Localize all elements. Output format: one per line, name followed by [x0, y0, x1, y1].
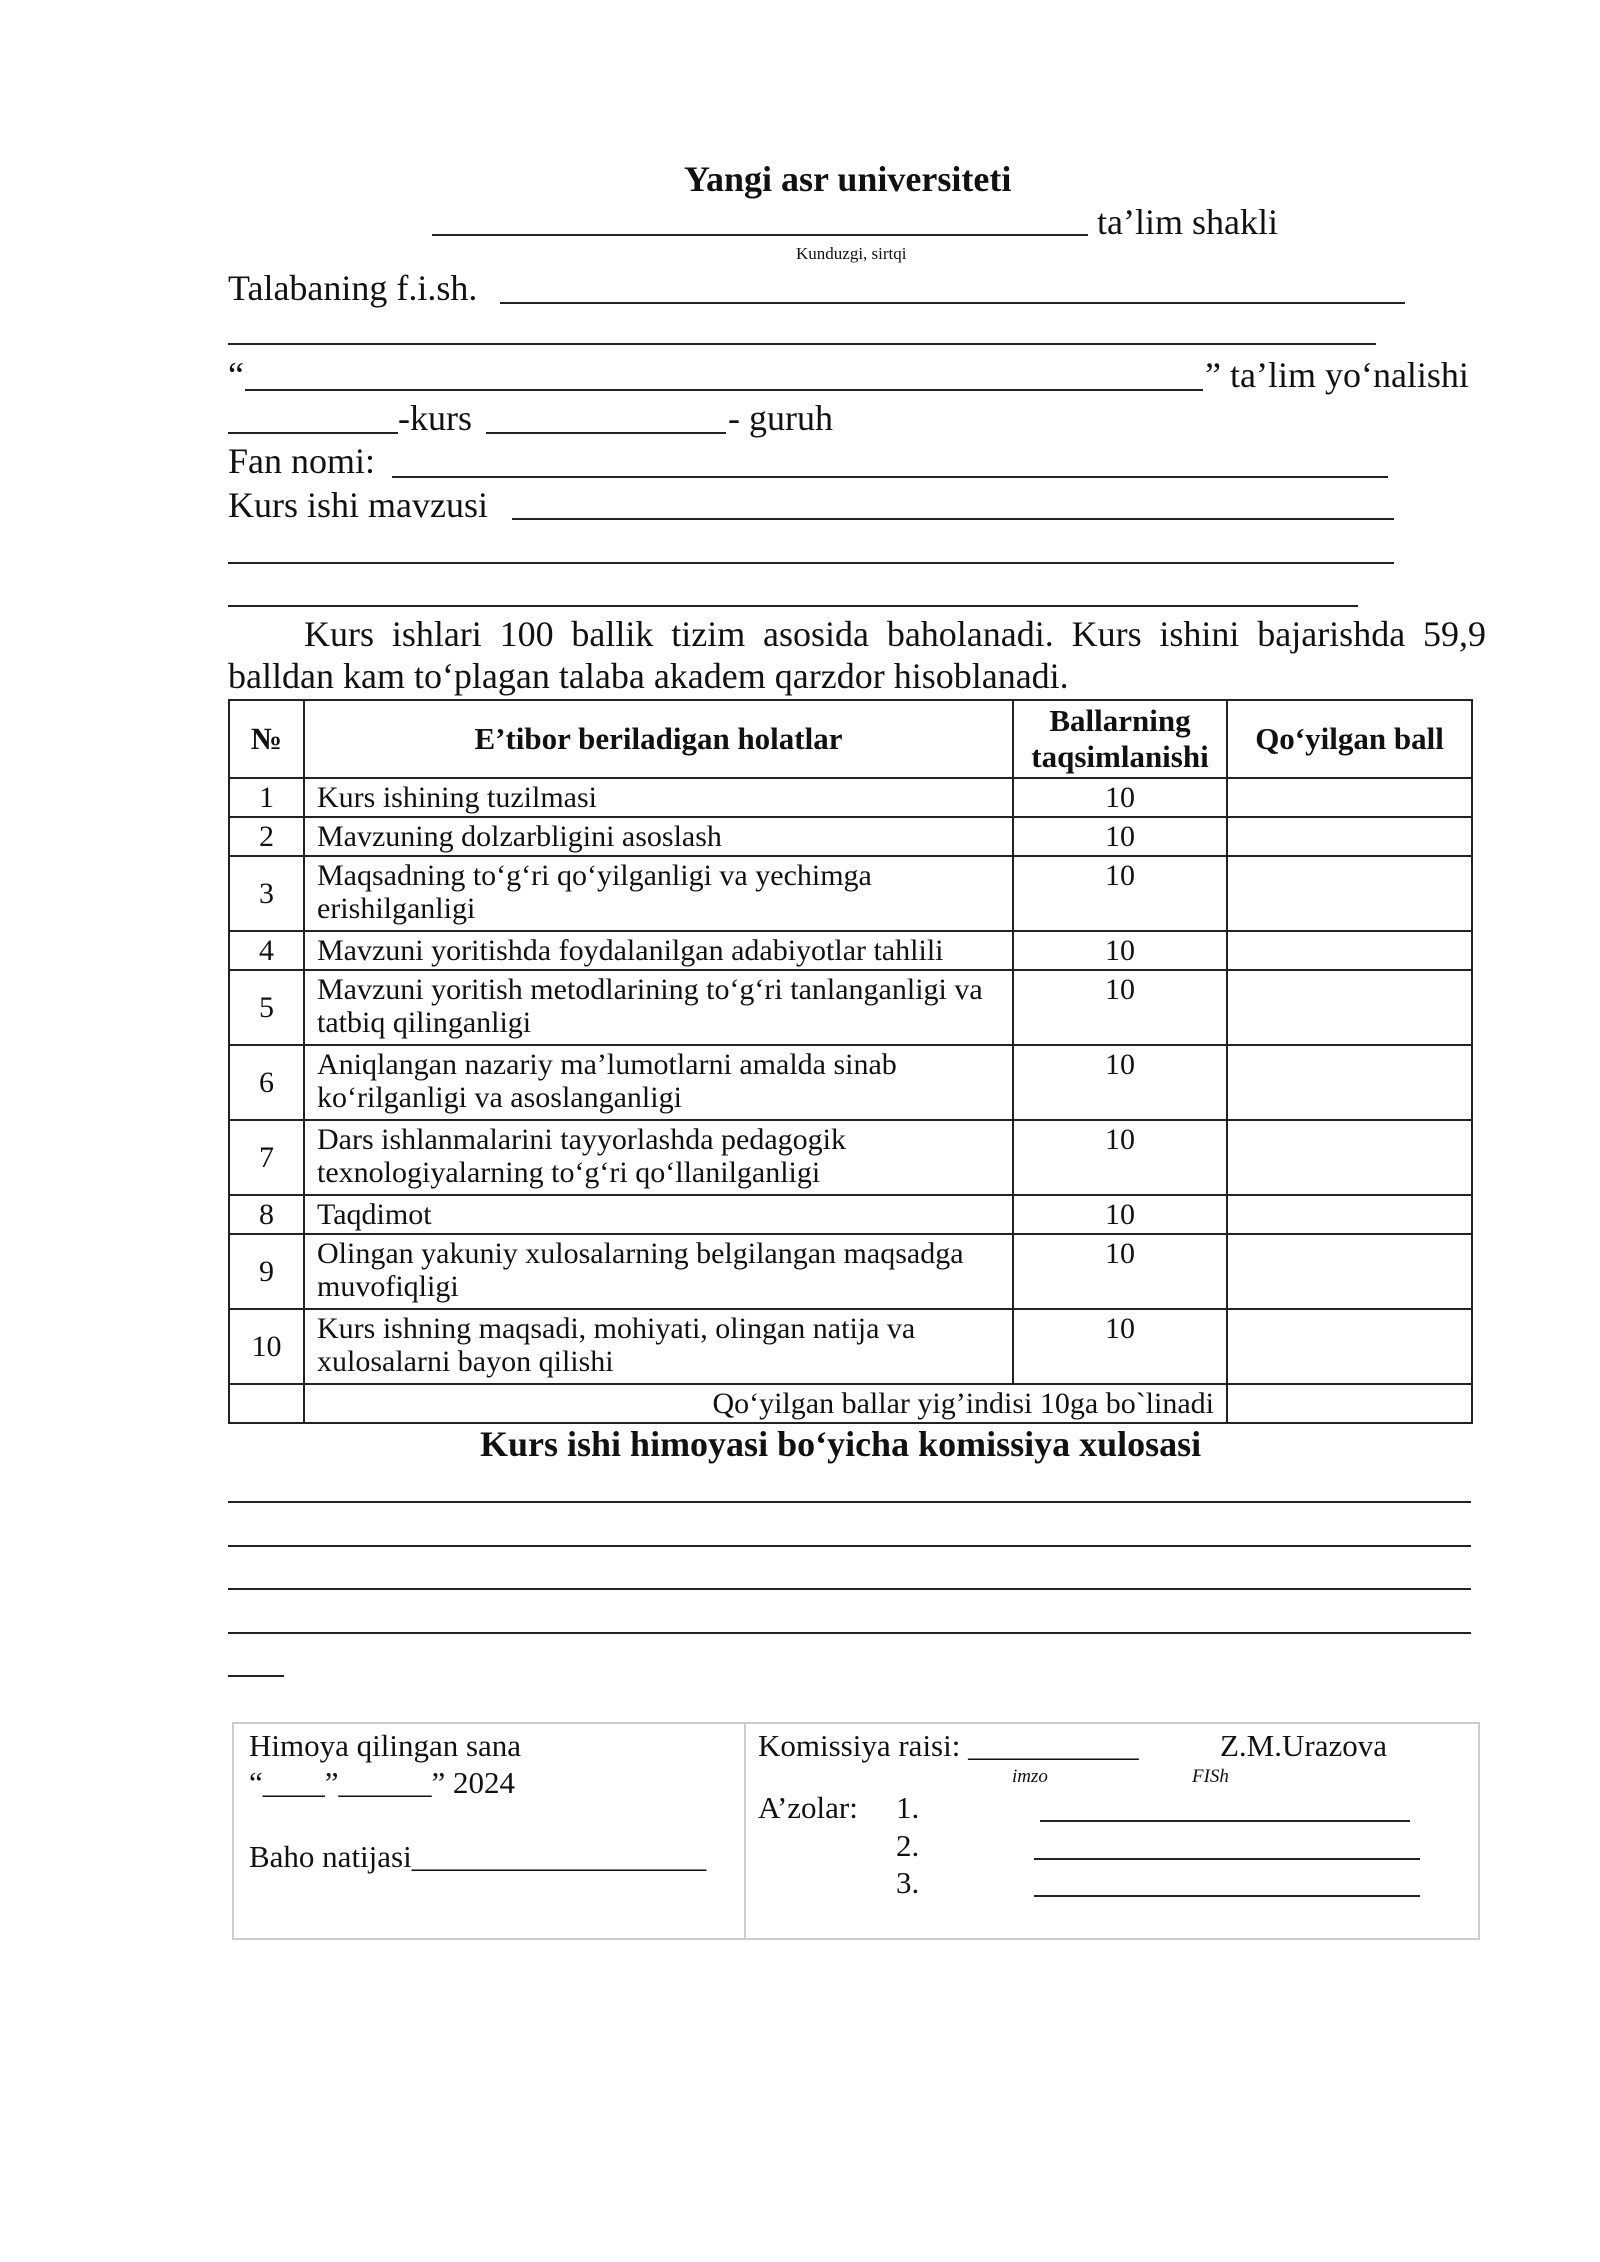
table-row [229, 1045, 1472, 1120]
row-number: 6 [229, 1045, 304, 1120]
row-number: 7 [229, 1120, 304, 1195]
header-number: № [229, 700, 304, 778]
row-score-cell[interactable] [1227, 817, 1472, 856]
topic-blank-2[interactable] [228, 562, 1394, 564]
subject-label: Fan nomi: [228, 441, 376, 481]
row-criterion: Aniqlangan nazariy ma’lumotlarni amalda sinab ko‘rilganligi va asoslanganligi [304, 1045, 1013, 1120]
topic-blank-3[interactable] [228, 605, 1358, 607]
table-row [229, 1234, 1472, 1309]
name-hint: FISh [1192, 1766, 1229, 1787]
chair-name: Z.M.Urazova [1220, 1728, 1387, 1763]
row-score-cell[interactable] [1227, 1195, 1472, 1234]
row-points: 10 [1013, 856, 1227, 931]
group-suffix: - guruh [728, 398, 833, 438]
signature-divider [744, 1724, 746, 1938]
table-summary-row [229, 1384, 1472, 1423]
intro-paragraph: Kurs ishlari 100 ballik tizim asosida baholanadi. Kurs ishini bajarishda 59,9 balldan kam to‘plagan talaba akadem qarzdor hisoblanadi. [228, 614, 1486, 696]
university-title: Yangi asr universiteti [684, 159, 1012, 199]
table-row [229, 1120, 1472, 1195]
student-name-blank[interactable] [500, 302, 1405, 304]
row-number: 2 [229, 817, 304, 856]
defense-date-field[interactable]: “____”______” 2024 [249, 1765, 516, 1800]
row-number: 10 [229, 1309, 304, 1384]
row-criterion: Taqdimot [304, 1195, 1013, 1234]
row-points: 10 [1013, 1234, 1227, 1309]
table-row [229, 778, 1472, 817]
summary-score-cell[interactable] [1227, 1384, 1472, 1423]
header-distribution: Ballarning taqsimlanishi [1013, 700, 1227, 778]
study-form-hint: Kunduzgi, sirtqi [796, 244, 907, 263]
course-suffix: -kurs [398, 398, 472, 438]
grade-field[interactable]: Baho natijasi___________________ [249, 1839, 707, 1874]
header-criteria: E’tibor beriladigan holatlar [304, 700, 1013, 778]
table-header-row [229, 700, 1472, 778]
row-points: 10 [1013, 1195, 1227, 1234]
row-score-cell[interactable] [1227, 856, 1472, 931]
course-blank[interactable] [228, 432, 398, 434]
table-row [229, 970, 1472, 1045]
header-given-score: Qo‘yilgan ball [1227, 700, 1472, 778]
row-score-cell[interactable] [1227, 970, 1472, 1045]
row-score-cell[interactable] [1227, 1045, 1472, 1120]
signature-box [232, 1722, 1480, 1940]
topic-label: Kurs ishi mavzusi [228, 485, 488, 525]
row-score-cell[interactable] [1227, 778, 1472, 817]
direction-suffix: ” ta’lim yo‘nalishi [1205, 355, 1469, 395]
table-row [229, 1309, 1472, 1384]
row-score-cell[interactable] [1227, 1120, 1472, 1195]
criteria-table [228, 699, 1473, 1424]
row-criterion: Olingan yakuniy xulosalarning belgilangan maqsadga muvofiqligi [304, 1234, 1013, 1309]
conclusion-line-3[interactable] [228, 1588, 1471, 1590]
row-criterion: Kurs ishining tuzilmasi [304, 778, 1013, 817]
sign-hint: imzo [1012, 1766, 1048, 1787]
direction-blank[interactable] [245, 389, 1203, 391]
row-criterion: Mavzuni yoritishda foydalanilgan adabiyotlar tahlili [304, 931, 1013, 970]
member-number-1: 1. [896, 1790, 920, 1825]
row-score-cell[interactable] [1227, 931, 1472, 970]
conclusion-line-1[interactable] [228, 1501, 1471, 1503]
member-number-2: 2. [896, 1828, 920, 1863]
row-number: 5 [229, 970, 304, 1045]
row-number: 8 [229, 1195, 304, 1234]
members-label: A’zolar: [758, 1790, 858, 1825]
summary-label: Qo‘yilgan ballar yig’indisi 10ga bo`linadi [304, 1384, 1227, 1423]
summary-empty-cell [229, 1384, 304, 1423]
row-points: 10 [1013, 817, 1227, 856]
table-row [229, 931, 1472, 970]
row-points: 10 [1013, 1120, 1227, 1195]
member-line-3[interactable] [1034, 1895, 1420, 1897]
member-number-3: 3. [896, 1865, 920, 1900]
group-blank[interactable] [486, 432, 726, 434]
row-number: 3 [229, 856, 304, 931]
defense-date-label: Himoya qilingan sana [249, 1728, 522, 1763]
row-points: 10 [1013, 778, 1227, 817]
commission-title: Kurs ishi himoyasi bo‘yicha komissiya xulosasi [480, 1424, 1202, 1464]
conclusion-line-5[interactable] [228, 1675, 284, 1677]
row-criterion: Kurs ishning maqsadi, mohiyati, olingan natija va xulosalarni bayon qilishi [304, 1309, 1013, 1384]
row-points: 10 [1013, 1309, 1227, 1384]
study-form-blank[interactable] [432, 234, 1088, 236]
table-row [229, 817, 1472, 856]
row-criterion: Maqsadning to‘g‘ri qo‘yilganligi va yechimga erishilganligi [304, 856, 1013, 931]
conclusion-line-2[interactable] [228, 1545, 1471, 1547]
subject-blank[interactable] [392, 476, 1388, 478]
study-form-suffix: ta’lim shakli [1097, 202, 1278, 242]
row-criterion: Mavzuni yoritish metodlarining to‘g‘ri tanlanganligi va tatbiq qilinganligi [304, 970, 1013, 1045]
topic-blank[interactable] [512, 518, 1394, 520]
chair-label[interactable]: Komissiya raisi: ___________ [758, 1728, 1139, 1763]
conclusion-line-4[interactable] [228, 1632, 1471, 1634]
row-number: 9 [229, 1234, 304, 1309]
member-line-1[interactable] [1040, 1820, 1410, 1822]
row-number: 1 [229, 778, 304, 817]
row-points: 10 [1013, 970, 1227, 1045]
row-score-cell[interactable] [1227, 1234, 1472, 1309]
row-criterion: Dars ishlanmalarini tayyorlashda pedagogik texnologiyalarning to‘g‘ri qo‘llanilganligi [304, 1120, 1013, 1195]
student-name-blank-2[interactable] [228, 343, 1376, 345]
direction-open-quote: “ [228, 355, 244, 395]
row-points: 10 [1013, 931, 1227, 970]
row-number: 4 [229, 931, 304, 970]
member-line-2[interactable] [1034, 1858, 1420, 1860]
table-row [229, 1195, 1472, 1234]
row-criterion: Mavzuning dolzarbligini asoslash [304, 817, 1013, 856]
student-name-label: Talabaning f.i.sh. [228, 268, 478, 308]
table-row [229, 856, 1472, 931]
row-points: 10 [1013, 1045, 1227, 1120]
row-score-cell[interactable] [1227, 1309, 1472, 1384]
